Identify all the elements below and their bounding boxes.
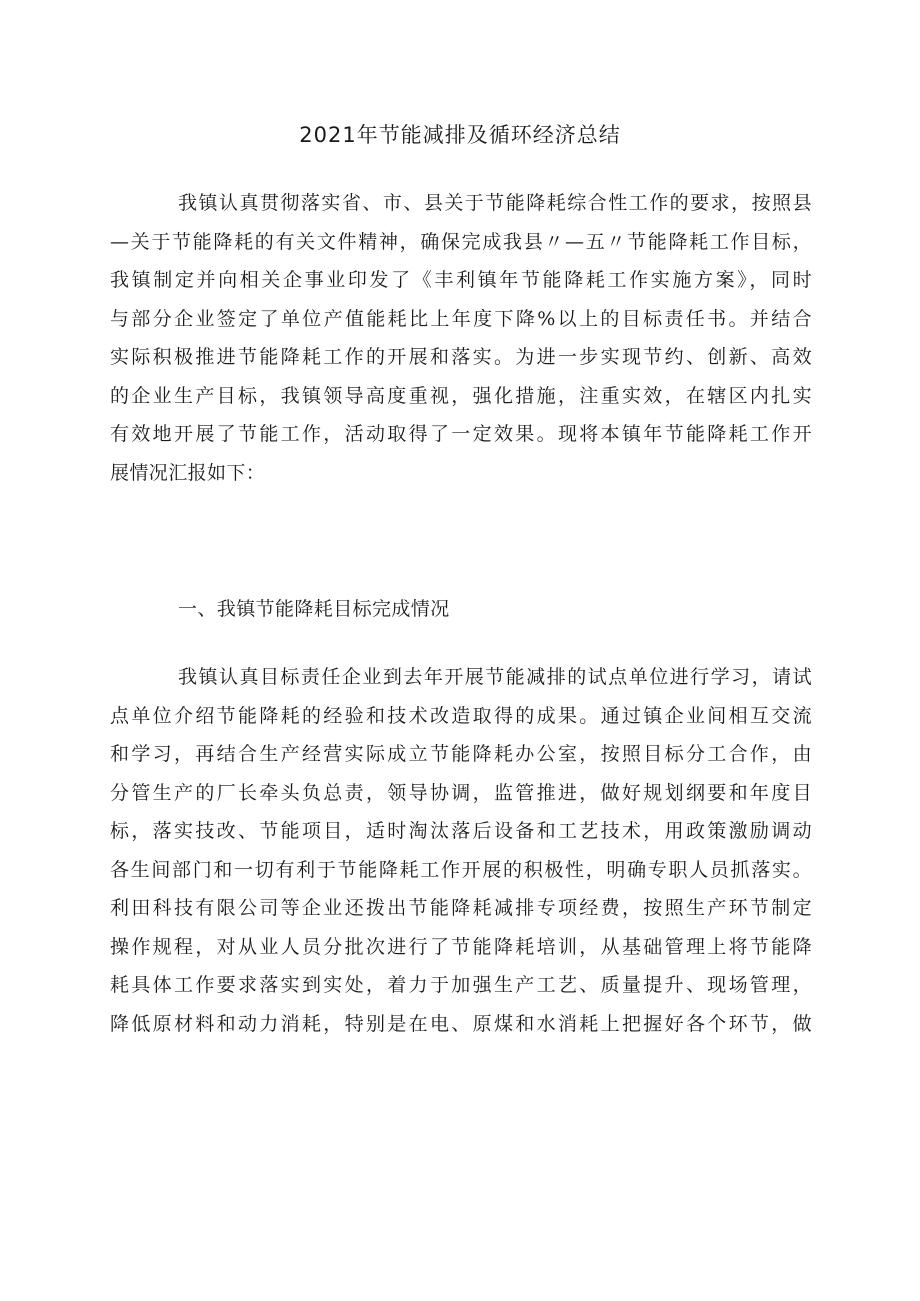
paragraph-targets [110, 658, 812, 1043]
paragraph-line: 我镇认真目标责任企业到去年开展节能减排的试点单位进行学习，请试 [178, 666, 812, 688]
paragraph-line: 操作规程，对从业人员分批次进行了节能降耗培训，从基础管理上将节能降 [110, 935, 812, 958]
paragraph-line: 标，落实技改、节能项目，适时淘汰落后设备和工艺技术，用政策激励调动 [110, 820, 812, 842]
paragraph-line: 我镇认真贯彻落实省、市、县关于节能降耗综合性工作的要求，按照县 [178, 192, 812, 214]
paragraph-line: 和学习，再结合生产经营实际成立节能降耗办公室，按照目标分工合作，由 [110, 743, 812, 765]
paragraph-line: 的企业生产目标，我镇领导高度重视，强化措施，注重实效，在辖区内扎实 [110, 384, 812, 407]
paragraph-line: 实际积极推进节能降耗工作的开展和落实。为进一步实现节约、创新、高效 [110, 346, 812, 368]
paragraph-line: 展情况汇报如下： [110, 461, 266, 484]
paragraph-line: 降低原材料和动力消耗，特别是在电、原煤和水消耗上把握好各个环节，做 [110, 1012, 812, 1035]
paragraph-line: 与部分企业签定了单位产值能耗比上年度下降%以上的目标责任书。并结合 [110, 307, 812, 330]
paragraph-line: 各生间部门和一切有利于节能降耗工作开展的积极性，明确专职人员抓落实。 [110, 858, 812, 881]
section-heading: 一、我镇节能降耗目标完成情况 [178, 598, 450, 620]
paragraph-line: 我镇制定并向相关企事业印发了《丰利镇年节能降耗工作实施方案》，同时 [110, 269, 812, 291]
paragraph-line: 有效地开展了节能工作，活动取得了一定效果。现将本镇年节能降耗工作开 [110, 423, 812, 445]
document-title: 2021年节能减排及循环经济总结 [299, 123, 621, 147]
paragraph-line: —关于节能降耗的有关文件精神，确保完成我县〃—五〃节能降耗工作目标， [110, 230, 812, 253]
paragraph-line: 耗具体工作要求落实到实处，着力于加强生产工艺、质量提升、现场管理， [110, 974, 812, 996]
paragraph-line: 点单位介绍节能降耗的经验和技术改造取得的成果。通过镇企业间相互交流 [110, 704, 812, 727]
paragraph-line: 利田科技有限公司等企业还拨出节能降耗减排专项经费，按照生产环节制定 [110, 897, 812, 919]
paragraph-line: 分管生产的厂长牵头负总责，领导协调，监管推进，做好规划纲要和年度目 [110, 781, 812, 804]
paragraph-intro [110, 184, 812, 492]
